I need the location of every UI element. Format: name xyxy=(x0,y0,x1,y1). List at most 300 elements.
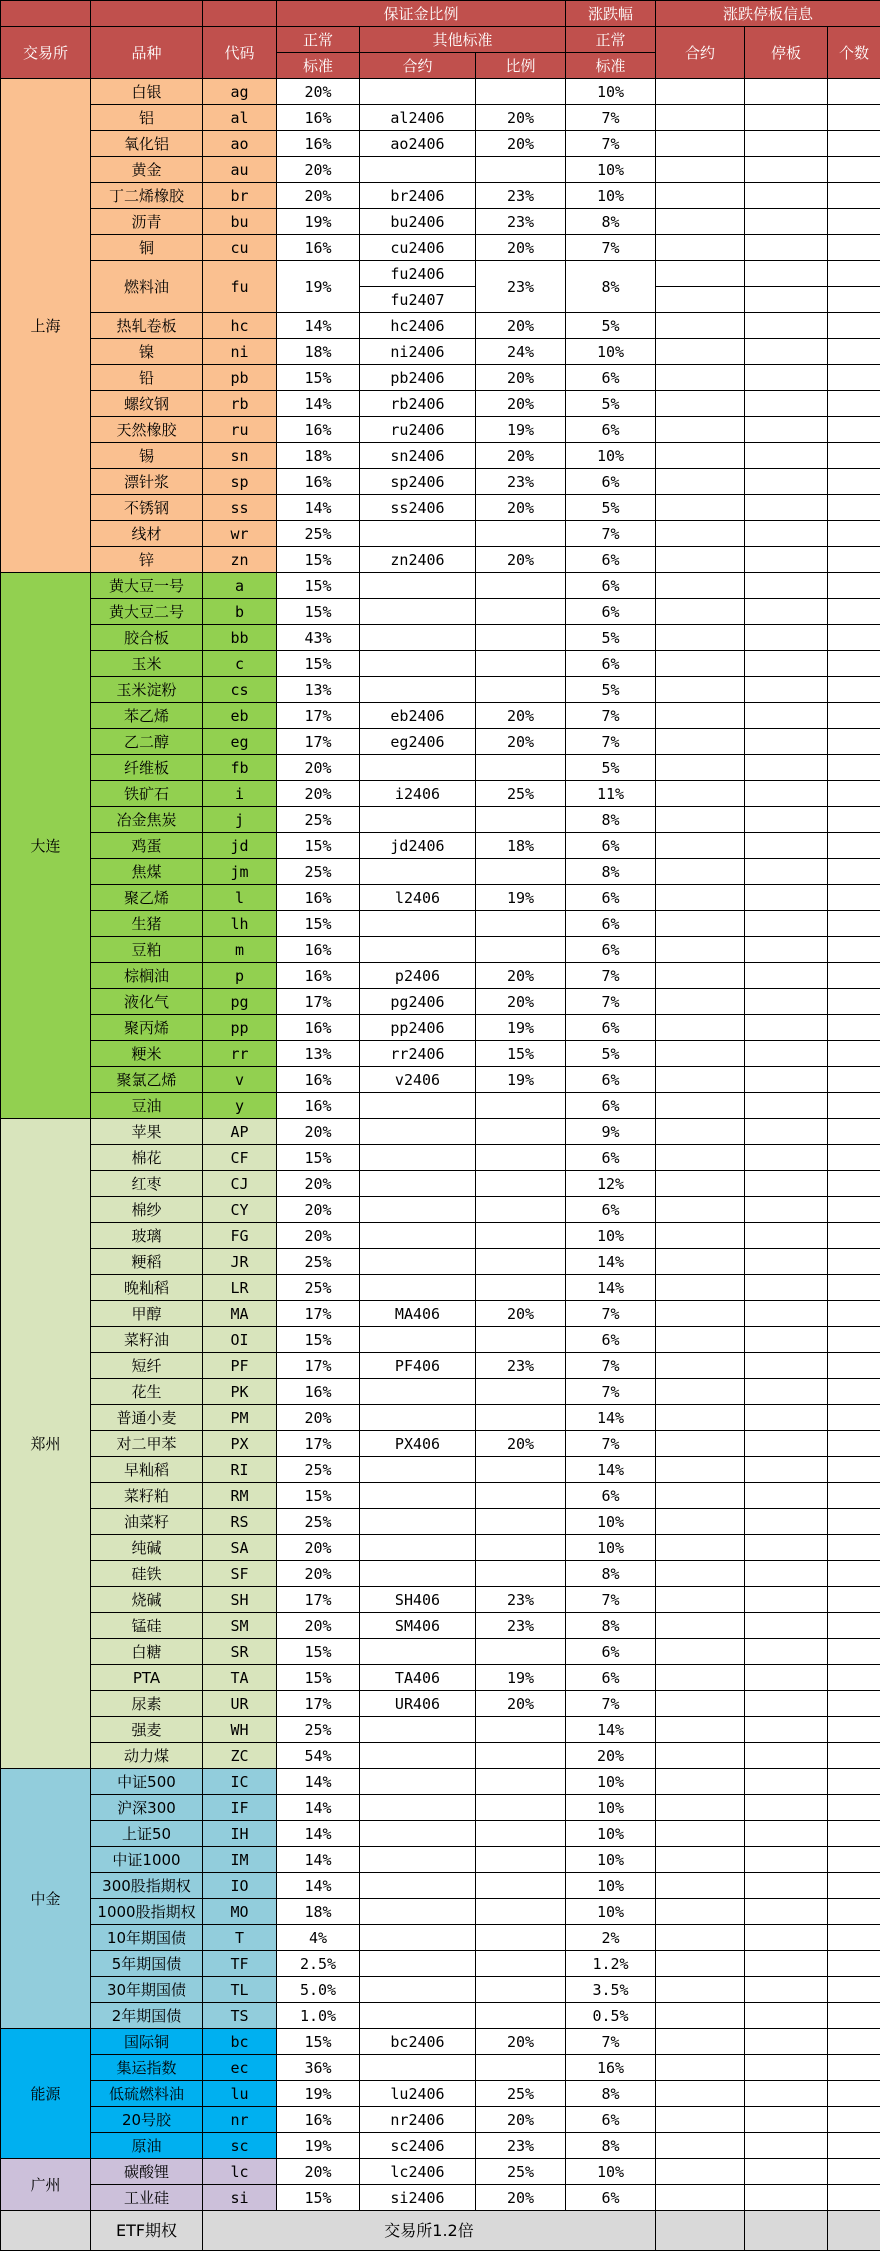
product-cell: 早籼稻 xyxy=(91,1457,203,1483)
stop-count-cell xyxy=(828,1717,880,1743)
other-ratio-cell xyxy=(476,1119,566,1145)
stop-contract-cell xyxy=(656,1171,745,1197)
stop-contract-cell xyxy=(656,1977,745,2003)
product-cell: 白银 xyxy=(91,79,203,105)
limit-standard-cell: 8% xyxy=(566,2133,656,2159)
margin-standard-cell: 14% xyxy=(277,1847,360,1873)
stop-contract-cell xyxy=(656,1639,745,1665)
margin-standard-cell: 25% xyxy=(277,807,360,833)
table-row xyxy=(1,1171,880,1197)
stop-board-cell xyxy=(745,1093,828,1119)
stop-count-cell xyxy=(828,1145,880,1171)
other-contract-cell: ni2406 xyxy=(360,339,476,365)
limit-standard-cell: 14% xyxy=(566,1457,656,1483)
stop-board-cell xyxy=(745,209,828,235)
other-ratio-cell: 23% xyxy=(476,183,566,209)
other-ratio-cell xyxy=(476,1873,566,1899)
other-contract-cell xyxy=(360,1977,476,2003)
code-cell: pb xyxy=(203,365,277,391)
margin-standard-cell: 13% xyxy=(277,677,360,703)
margin-standard-cell: 25% xyxy=(277,1717,360,1743)
stop-count-cell xyxy=(828,625,880,651)
stop-count-cell xyxy=(828,2159,880,2185)
product-cell: 铜 xyxy=(91,235,203,261)
code-cell: ni xyxy=(203,339,277,365)
limit-standard-cell: 8% xyxy=(566,1561,656,1587)
margin-standard-cell: 15% xyxy=(277,1145,360,1171)
code-cell: TL xyxy=(203,1977,277,2003)
stop-contract-cell xyxy=(656,469,745,495)
limit-standard-cell: 7% xyxy=(566,1379,656,1405)
product-cell: 花生 xyxy=(91,1379,203,1405)
product-cell: 丁二烯橡胶 xyxy=(91,183,203,209)
limit-standard-cell: 6% xyxy=(566,469,656,495)
code-cell: MA xyxy=(203,1301,277,1327)
product-cell: 铝 xyxy=(91,105,203,131)
other-ratio-cell xyxy=(476,1093,566,1119)
product-cell: 苹果 xyxy=(91,1119,203,1145)
footer-label: ETF期权 xyxy=(91,2211,203,2251)
limit-standard-cell: 5% xyxy=(566,391,656,417)
margin-standard-cell: 15% xyxy=(277,365,360,391)
product-cell: 豆油 xyxy=(91,1093,203,1119)
code-cell: l xyxy=(203,885,277,911)
margin-standard-cell: 14% xyxy=(277,1873,360,1899)
stop-contract-cell xyxy=(656,1119,745,1145)
margin-standard-cell: 16% xyxy=(277,1093,360,1119)
other-contract-cell: UR406 xyxy=(360,1691,476,1717)
table-row xyxy=(1,183,880,209)
stop-contract-cell xyxy=(656,1587,745,1613)
product-cell: 20号胶 xyxy=(91,2107,203,2133)
table-row xyxy=(1,677,880,703)
product-cell: 线材 xyxy=(91,521,203,547)
table-row xyxy=(1,1431,880,1457)
footer-blank xyxy=(656,2211,745,2251)
stop-board-cell xyxy=(745,1873,828,1899)
stop-board-cell xyxy=(745,1509,828,1535)
product-cell: 燃料油 xyxy=(91,261,203,313)
stop-board-cell xyxy=(745,521,828,547)
limit-standard-cell: 11% xyxy=(566,781,656,807)
product-cell: 晚籼稻 xyxy=(91,1275,203,1301)
product-cell: 上证50 xyxy=(91,1821,203,1847)
table-row xyxy=(1,651,880,677)
margin-standard-cell: 20% xyxy=(277,1119,360,1145)
limit-standard-cell: 7% xyxy=(566,1587,656,1613)
stop-contract-cell xyxy=(656,1951,745,1977)
stop-contract-cell xyxy=(656,1353,745,1379)
margin-standard-cell: 25% xyxy=(277,859,360,885)
stop-count-cell xyxy=(828,287,880,313)
code-cell: pp xyxy=(203,1015,277,1041)
other-contract-cell xyxy=(360,1561,476,1587)
table-row xyxy=(1,1457,880,1483)
table-row xyxy=(1,911,880,937)
stop-contract-cell xyxy=(656,833,745,859)
limit-standard-cell: 10% xyxy=(566,1821,656,1847)
other-ratio-cell: 19% xyxy=(476,417,566,443)
limit-standard-cell: 9% xyxy=(566,1119,656,1145)
other-contract-cell xyxy=(360,1249,476,1275)
stop-board-cell xyxy=(745,1275,828,1301)
stop-count-cell xyxy=(828,729,880,755)
table-row xyxy=(1,417,880,443)
code-cell: pg xyxy=(203,989,277,1015)
stop-board-cell xyxy=(745,2029,828,2055)
other-contract-cell: rb2406 xyxy=(360,391,476,417)
stop-count-cell xyxy=(828,1613,880,1639)
code-cell: CJ xyxy=(203,1171,277,1197)
other-ratio-cell: 25% xyxy=(476,2081,566,2107)
code-cell: jm xyxy=(203,859,277,885)
stop-contract-cell xyxy=(656,1301,745,1327)
stop-count-cell xyxy=(828,1847,880,1873)
code-cell: RI xyxy=(203,1457,277,1483)
other-ratio-cell: 15% xyxy=(476,1041,566,1067)
stop-contract-cell xyxy=(656,1379,745,1405)
footer-text: 交易所1.2倍 xyxy=(203,2211,656,2251)
other-contract-cell xyxy=(360,677,476,703)
other-contract-cell xyxy=(360,79,476,105)
stop-board-cell xyxy=(745,651,828,677)
margin-standard-cell: 4% xyxy=(277,1925,360,1951)
table-row xyxy=(1,1717,880,1743)
limit-standard-cell: 6% xyxy=(566,833,656,859)
stop-count-cell xyxy=(828,1275,880,1301)
product-cell: 漂针浆 xyxy=(91,469,203,495)
code-cell: LR xyxy=(203,1275,277,1301)
code-cell: T xyxy=(203,1925,277,1951)
stop-contract-cell xyxy=(656,313,745,339)
code-cell: AP xyxy=(203,1119,277,1145)
other-contract-cell: eb2406 xyxy=(360,703,476,729)
other-ratio-cell xyxy=(476,1483,566,1509)
other-contract-cell xyxy=(360,1223,476,1249)
stop-contract-cell xyxy=(656,79,745,105)
stop-contract-cell xyxy=(656,599,745,625)
code-cell: zn xyxy=(203,547,277,573)
margin-standard-cell: 18% xyxy=(277,339,360,365)
limit-standard-cell: 6% xyxy=(566,885,656,911)
table-row xyxy=(1,1951,880,1977)
stop-count-cell xyxy=(828,1067,880,1093)
other-ratio-cell: 20% xyxy=(476,105,566,131)
stop-contract-cell xyxy=(656,963,745,989)
stop-count-cell xyxy=(828,1327,880,1353)
code-cell: IF xyxy=(203,1795,277,1821)
limit-standard-cell: 10% xyxy=(566,79,656,105)
product-cell: 菜籽油 xyxy=(91,1327,203,1353)
stop-board-cell xyxy=(745,1795,828,1821)
header-stop-board: 停板 xyxy=(745,27,828,79)
other-contract-cell xyxy=(360,1743,476,1769)
stop-contract-cell xyxy=(656,443,745,469)
limit-standard-cell: 6% xyxy=(566,547,656,573)
stop-count-cell xyxy=(828,781,880,807)
stop-contract-cell xyxy=(656,1431,745,1457)
stop-count-cell xyxy=(828,677,880,703)
table-row xyxy=(1,1379,880,1405)
table-row xyxy=(1,625,880,651)
stop-contract-cell xyxy=(656,1561,745,1587)
product-cell: 聚丙烯 xyxy=(91,1015,203,1041)
code-cell: WH xyxy=(203,1717,277,1743)
limit-standard-cell: 7% xyxy=(566,703,656,729)
other-contract-cell: sp2406 xyxy=(360,469,476,495)
stop-count-cell xyxy=(828,885,880,911)
product-cell: 生猪 xyxy=(91,911,203,937)
margin-standard-cell: 20% xyxy=(277,2159,360,2185)
limit-standard-cell: 6% xyxy=(566,1483,656,1509)
product-cell: 10年期国债 xyxy=(91,1925,203,1951)
table-row xyxy=(1,105,880,131)
limit-standard-cell: 7% xyxy=(566,1691,656,1717)
margin-standard-cell: 20% xyxy=(277,1197,360,1223)
margin-standard-cell: 15% xyxy=(277,599,360,625)
product-cell: 强麦 xyxy=(91,1717,203,1743)
other-contract-cell: pp2406 xyxy=(360,1015,476,1041)
stop-count-cell xyxy=(828,573,880,599)
other-contract-cell xyxy=(360,1509,476,1535)
product-cell: 集运指数 xyxy=(91,2055,203,2081)
code-cell: TA xyxy=(203,1665,277,1691)
other-contract-cell xyxy=(360,1769,476,1795)
limit-standard-cell: 6% xyxy=(566,1665,656,1691)
margin-standard-cell: 5.0% xyxy=(277,1977,360,2003)
stop-count-cell xyxy=(828,443,880,469)
stop-count-cell xyxy=(828,1353,880,1379)
table-row xyxy=(1,1639,880,1665)
stop-board-cell xyxy=(745,469,828,495)
stop-board-cell xyxy=(745,287,828,313)
product-cell: 对二甲苯 xyxy=(91,1431,203,1457)
limit-standard-cell: 7% xyxy=(566,2029,656,2055)
stop-count-cell xyxy=(828,1249,880,1275)
margin-standard-cell: 17% xyxy=(277,1691,360,1717)
table-row xyxy=(1,1613,880,1639)
code-cell: ec xyxy=(203,2055,277,2081)
product-cell: 聚氯乙烯 xyxy=(91,1067,203,1093)
other-ratio-cell xyxy=(476,1925,566,1951)
table-row xyxy=(1,157,880,183)
code-cell: RM xyxy=(203,1483,277,1509)
other-ratio-cell: 20% xyxy=(476,2185,566,2211)
exchange-cell: 中金 xyxy=(1,1769,91,2029)
code-cell: JR xyxy=(203,1249,277,1275)
stop-contract-cell xyxy=(656,1483,745,1509)
stop-board-cell xyxy=(745,261,828,287)
other-contract-cell xyxy=(360,1795,476,1821)
stop-board-cell xyxy=(745,313,828,339)
limit-standard-cell: 5% xyxy=(566,1041,656,1067)
exchange-cell: 能源 xyxy=(1,2029,91,2159)
exchange-cell: 大连 xyxy=(1,573,91,1119)
code-cell: IC xyxy=(203,1769,277,1795)
stop-count-cell xyxy=(828,1379,880,1405)
table-row xyxy=(1,1561,880,1587)
product-cell: 30年期国债 xyxy=(91,1977,203,2003)
stop-board-cell xyxy=(745,1613,828,1639)
margin-standard-cell: 18% xyxy=(277,1899,360,1925)
product-cell: 沥青 xyxy=(91,209,203,235)
other-ratio-cell xyxy=(476,1795,566,1821)
table-row xyxy=(1,1847,880,1873)
code-cell: PK xyxy=(203,1379,277,1405)
other-ratio-cell: 23% xyxy=(476,469,566,495)
other-ratio-cell: 25% xyxy=(476,781,566,807)
other-ratio-cell xyxy=(476,1405,566,1431)
product-cell: 尿素 xyxy=(91,1691,203,1717)
stop-contract-cell xyxy=(656,859,745,885)
product-cell: 苯乙烯 xyxy=(91,703,203,729)
stop-board-cell xyxy=(745,859,828,885)
other-ratio-cell: 20% xyxy=(476,2029,566,2055)
header-stop-count: 个数 xyxy=(828,27,880,79)
stop-board-cell xyxy=(745,1197,828,1223)
code-cell: FG xyxy=(203,1223,277,1249)
margin-standard-cell: 14% xyxy=(277,1769,360,1795)
table-row xyxy=(1,573,880,599)
stop-board-cell xyxy=(745,989,828,1015)
stop-contract-cell xyxy=(656,625,745,651)
stop-contract-cell xyxy=(656,235,745,261)
stop-contract-cell xyxy=(656,1769,745,1795)
product-cell: 烧碱 xyxy=(91,1587,203,1613)
margin-standard-cell: 19% xyxy=(277,209,360,235)
stop-board-cell xyxy=(745,1457,828,1483)
other-contract-cell xyxy=(360,1197,476,1223)
other-contract-cell xyxy=(360,911,476,937)
code-cell: lc xyxy=(203,2159,277,2185)
stop-board-cell xyxy=(745,1561,828,1587)
table-row xyxy=(1,1223,880,1249)
other-contract-cell: jd2406 xyxy=(360,833,476,859)
limit-standard-cell: 16% xyxy=(566,2055,656,2081)
exchange-cell: 广州 xyxy=(1,2159,91,2211)
stop-board-cell xyxy=(745,677,828,703)
table-row xyxy=(1,2081,880,2107)
stop-contract-cell xyxy=(656,417,745,443)
stop-board-cell xyxy=(745,1483,828,1509)
product-cell: 短纤 xyxy=(91,1353,203,1379)
stop-board-cell xyxy=(745,1041,828,1067)
stop-contract-cell xyxy=(656,2107,745,2133)
table-row xyxy=(1,1327,880,1353)
stop-contract-cell xyxy=(656,2029,745,2055)
margin-standard-cell: 17% xyxy=(277,1353,360,1379)
code-cell: bu xyxy=(203,209,277,235)
table-row xyxy=(1,963,880,989)
other-contract-cell: si2406 xyxy=(360,2185,476,2211)
limit-standard-cell: 10% xyxy=(566,1509,656,1535)
limit-standard-cell: 6% xyxy=(566,1639,656,1665)
header-blank xyxy=(91,1,203,27)
stop-board-cell xyxy=(745,2003,828,2029)
other-ratio-cell xyxy=(476,157,566,183)
other-contract-cell xyxy=(360,1717,476,1743)
code-cell: IM xyxy=(203,1847,277,1873)
limit-standard-cell: 10% xyxy=(566,339,656,365)
stop-board-cell xyxy=(745,1405,828,1431)
code-cell: SA xyxy=(203,1535,277,1561)
other-ratio-cell xyxy=(476,911,566,937)
limit-standard-cell: 6% xyxy=(566,417,656,443)
stop-count-cell xyxy=(828,469,880,495)
header-margin-group: 保证金比例 xyxy=(277,1,566,27)
stop-board-cell xyxy=(745,1899,828,1925)
product-cell: 鸡蛋 xyxy=(91,833,203,859)
code-cell: lu xyxy=(203,2081,277,2107)
stop-count-cell xyxy=(828,859,880,885)
product-cell: 锡 xyxy=(91,443,203,469)
table-row xyxy=(1,495,880,521)
limit-standard-cell: 8% xyxy=(566,261,656,313)
stop-board-cell xyxy=(745,963,828,989)
margin-standard-cell: 20% xyxy=(277,79,360,105)
limit-standard-cell: 5% xyxy=(566,495,656,521)
exchange-cell: 郑州 xyxy=(1,1119,91,1769)
other-contract-cell xyxy=(360,1171,476,1197)
stop-count-cell xyxy=(828,755,880,781)
other-ratio-cell xyxy=(476,2055,566,2081)
stop-count-cell xyxy=(828,1119,880,1145)
product-cell: 原油 xyxy=(91,2133,203,2159)
code-cell: UR xyxy=(203,1691,277,1717)
table-row xyxy=(1,1145,880,1171)
limit-standard-cell: 10% xyxy=(566,2159,656,2185)
stop-contract-cell xyxy=(656,1249,745,1275)
stop-contract-cell xyxy=(656,1509,745,1535)
code-cell: ao xyxy=(203,131,277,157)
stop-count-cell xyxy=(828,339,880,365)
margin-standard-cell: 15% xyxy=(277,833,360,859)
other-ratio-cell: 20% xyxy=(476,1691,566,1717)
header-other-standard: 其他标准 xyxy=(360,27,566,53)
stop-board-cell xyxy=(745,157,828,183)
code-cell: MO xyxy=(203,1899,277,1925)
other-contract-cell: v2406 xyxy=(360,1067,476,1093)
other-contract-cell xyxy=(360,1405,476,1431)
other-contract-cell: i2406 xyxy=(360,781,476,807)
stop-count-cell xyxy=(828,1223,880,1249)
stop-board-cell xyxy=(745,1847,828,1873)
other-ratio-cell xyxy=(476,1977,566,2003)
table-row xyxy=(1,1041,880,1067)
limit-standard-cell: 7% xyxy=(566,989,656,1015)
limit-standard-cell: 6% xyxy=(566,1093,656,1119)
other-ratio-cell: 20% xyxy=(476,443,566,469)
stop-contract-cell xyxy=(656,729,745,755)
other-ratio-cell: 20% xyxy=(476,495,566,521)
stop-contract-cell xyxy=(656,1223,745,1249)
stop-contract-cell xyxy=(656,1327,745,1353)
other-contract-cell: al2406 xyxy=(360,105,476,131)
margin-standard-cell: 18% xyxy=(277,443,360,469)
stop-count-cell xyxy=(828,1015,880,1041)
code-cell: al xyxy=(203,105,277,131)
table-row xyxy=(1,1769,880,1795)
other-ratio-cell xyxy=(476,651,566,677)
other-contract-cell xyxy=(360,1951,476,1977)
stop-contract-cell xyxy=(656,781,745,807)
product-cell: 锌 xyxy=(91,547,203,573)
table-row xyxy=(1,1015,880,1041)
other-contract-cell xyxy=(360,1483,476,1509)
other-contract-cell xyxy=(360,1093,476,1119)
margin-standard-cell: 16% xyxy=(277,885,360,911)
stop-count-cell xyxy=(828,1509,880,1535)
